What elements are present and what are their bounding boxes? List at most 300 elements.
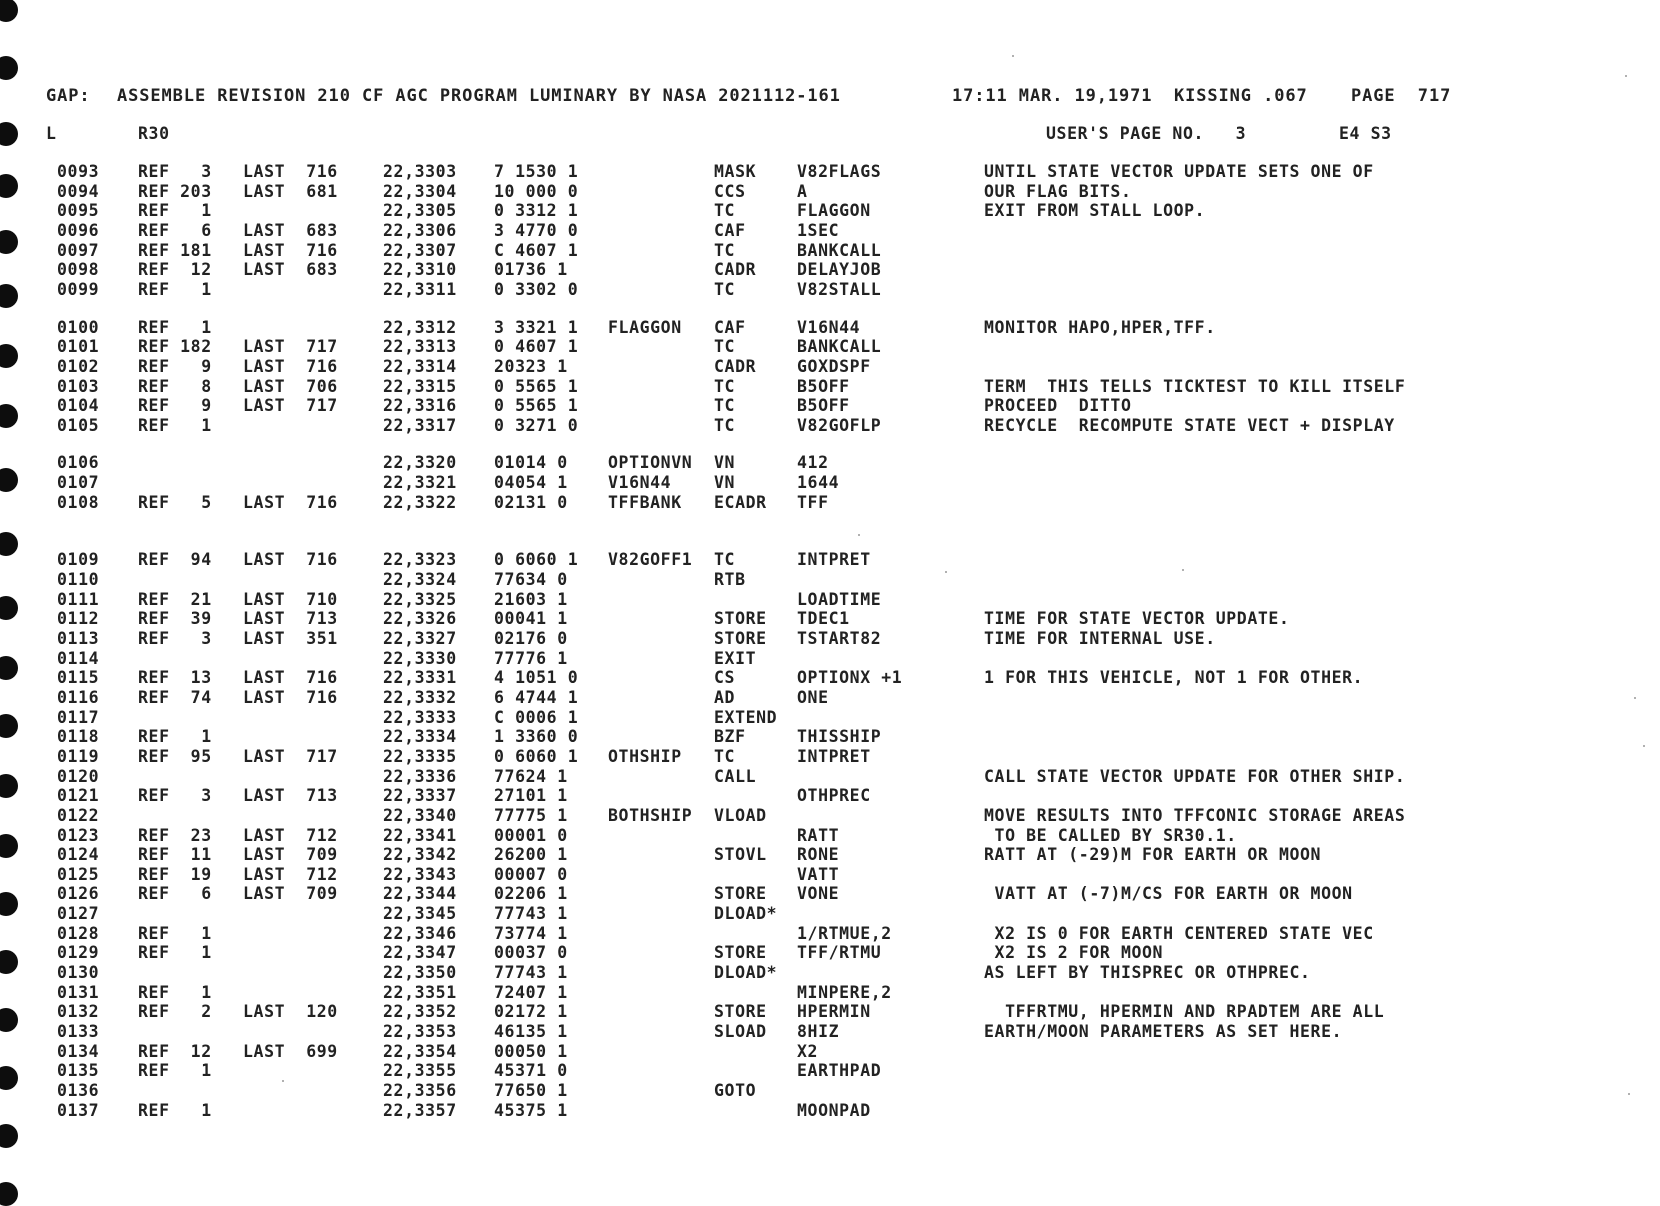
row-line: 0100: [57, 317, 100, 337]
row-word: 7 1530 1: [494, 162, 579, 181]
row-ref: REF 1: [138, 943, 212, 963]
row-ref: REF 1: [138, 923, 212, 943]
row-op: STOVL: [714, 845, 767, 865]
row-operand: BANKCALL: [797, 337, 882, 357]
row-line: 0093: [57, 162, 100, 181]
row-last: LAST 706: [243, 376, 338, 396]
row-word: 0 6060 1: [494, 746, 579, 766]
row-ref: REF 6: [138, 884, 212, 904]
row-word: 00007 0: [494, 864, 568, 884]
row-ref: REF 1: [138, 201, 212, 221]
row-label: V16N44: [608, 473, 672, 493]
row-word: 0 6060 1: [494, 550, 579, 570]
row-op: VLOAD: [714, 805, 767, 825]
row-addr: 22,3317: [383, 415, 457, 435]
row-last: LAST 716: [243, 687, 338, 707]
row-line: 0137: [57, 1100, 100, 1120]
row-word: 02172 1: [494, 1002, 568, 1022]
row-line: 0128: [57, 923, 100, 943]
row-addr: 22,3343: [383, 864, 457, 884]
row-comment: TERM THIS TELLS TICKTEST TO KILL ITSELF: [984, 376, 1406, 396]
row-operand: HPERMIN: [797, 1002, 871, 1022]
row-operand: A: [797, 181, 808, 201]
row-addr: 22,3311: [383, 279, 457, 299]
row-word: 02176 0: [494, 629, 568, 648]
punch-hole: [0, 0, 18, 22]
row-op: CALL: [714, 766, 757, 786]
row-word: 21603 1: [494, 589, 568, 609]
row-line: 0122: [57, 805, 100, 825]
row-addr: 22,3323: [383, 550, 457, 570]
row-op: EXIT: [714, 648, 757, 668]
row-ref: REF 1: [138, 982, 212, 1002]
punch-hole: [0, 230, 18, 254]
row-operand: BANKCALL: [797, 240, 882, 260]
row-word: 26200 1: [494, 845, 568, 865]
row-word: 01014 0: [494, 453, 568, 473]
row-operand: MOONPAD: [797, 1100, 871, 1120]
row-line: 0094: [57, 181, 100, 201]
row-op: STORE: [714, 1002, 767, 1022]
row-op: CADR: [714, 356, 757, 376]
punch-hole: [0, 834, 18, 858]
row-op: STORE: [714, 884, 767, 904]
row-word: 72407 1: [494, 982, 568, 1002]
row-line: 0114: [57, 648, 100, 668]
row-last: LAST 713: [243, 786, 338, 806]
row-operand: B5OFF: [797, 376, 850, 396]
row-op: STORE: [714, 609, 767, 629]
row-operand: INTPRET: [797, 746, 871, 766]
subheader-users-page: USER'S PAGE NO. 3: [1046, 124, 1247, 143]
row-line: 0115: [57, 668, 100, 688]
row-ref: REF 1: [138, 727, 212, 747]
row-op: ECADR: [714, 492, 767, 512]
row-ref: REF 1: [138, 1100, 212, 1120]
row-comment: MONITOR HAPO,HPER,TFF.: [984, 317, 1216, 337]
row-addr: 22,3324: [383, 570, 457, 590]
row-comment: TIME FOR INTERNAL USE.: [984, 629, 1216, 648]
row-operand: B5OFF: [797, 396, 850, 416]
row-op: TC: [714, 550, 736, 570]
row-ref: REF 9: [138, 396, 212, 416]
row-op: DLOAD*: [714, 963, 778, 983]
row-ref: REF 39: [138, 609, 212, 629]
row-word: 0 5565 1: [494, 396, 579, 416]
row-line: 0120: [57, 766, 100, 786]
row-addr: 22,3332: [383, 687, 457, 707]
row-operand: VONE: [797, 884, 840, 904]
row-last: LAST 716: [243, 492, 338, 512]
row-last: LAST 717: [243, 746, 338, 766]
row-line: 0136: [57, 1080, 100, 1100]
row-line: 0121: [57, 786, 100, 806]
row-ref: REF 13: [138, 668, 212, 688]
row-ref: REF 74: [138, 687, 212, 707]
row-last: LAST 713: [243, 609, 338, 629]
row-word: 02131 0: [494, 492, 568, 512]
row-comment: X2 IS 0 FOR EARTH CENTERED STATE VEC: [984, 923, 1374, 943]
row-word: 0 4607 1: [494, 337, 579, 357]
row-ref: REF 95: [138, 746, 212, 766]
row-operand: 1SEC: [797, 220, 840, 240]
row-op: TC: [714, 746, 736, 766]
row-line: 0105: [57, 415, 100, 435]
row-addr: 22,3305: [383, 201, 457, 221]
row-word: 0 5565 1: [494, 376, 579, 396]
row-word: 0 3302 0: [494, 279, 579, 299]
row-label: V82GOFF1: [608, 550, 693, 570]
row-op: CCS: [714, 181, 746, 201]
row-ref: REF 12: [138, 1041, 212, 1061]
row-last: LAST 717: [243, 396, 338, 416]
punch-hole: [0, 532, 18, 556]
row-addr: 22,3345: [383, 904, 457, 924]
row-ref: REF 8: [138, 376, 212, 396]
row-addr: 22,3330: [383, 648, 457, 668]
row-word: 1 3360 0: [494, 727, 579, 747]
row-addr: 22,3320: [383, 453, 457, 473]
row-operand: 412: [797, 453, 829, 473]
row-ref: REF 23: [138, 825, 212, 845]
row-operand: EARTHPAD: [797, 1061, 882, 1081]
punch-hole: [0, 1066, 18, 1090]
row-line: 0110: [57, 570, 100, 590]
row-addr: 22,3316: [383, 396, 457, 416]
row-line: 0102: [57, 356, 100, 376]
row-word: 01736 1: [494, 260, 568, 280]
row-label: TFFBANK: [608, 492, 682, 512]
row-op: CADR: [714, 260, 757, 280]
row-op: GOTO: [714, 1080, 757, 1100]
row-word: 6 4744 1: [494, 687, 579, 707]
row-line: 0113: [57, 629, 100, 648]
punch-hole: [0, 344, 18, 368]
row-op: VN: [714, 473, 736, 493]
row-comment: TO BE CALLED BY SR30.1.: [984, 825, 1237, 845]
row-ref: REF 181: [138, 240, 212, 260]
row-operand: TFF/RTMU: [797, 943, 882, 963]
punch-hole: [0, 1182, 18, 1206]
row-word: 77624 1: [494, 766, 568, 786]
row-addr: 22,3310: [383, 260, 457, 280]
row-line: 0101: [57, 337, 100, 357]
row-operand: LOADTIME: [797, 589, 882, 609]
row-addr: 22,3313: [383, 337, 457, 357]
row-label: FLAGGON: [608, 317, 682, 337]
row-addr: 22,3335: [383, 746, 457, 766]
row-line: 0123: [57, 825, 100, 845]
row-addr: 22,3354: [383, 1041, 457, 1061]
header-datetime: 17:11 MAR. 19,1971: [952, 86, 1153, 106]
row-line: 0135: [57, 1061, 100, 1081]
row-comment: PROCEED DITTO: [984, 396, 1132, 416]
row-op: TC: [714, 376, 736, 396]
row-line: 0095: [57, 201, 100, 221]
row-addr: 22,3350: [383, 963, 457, 983]
row-word: 02206 1: [494, 884, 568, 904]
row-op: RTB: [714, 570, 746, 590]
row-word: 04054 1: [494, 473, 568, 493]
row-ref: REF 94: [138, 550, 212, 570]
row-last: LAST 709: [243, 884, 338, 904]
row-operand: VATT: [797, 864, 840, 884]
punch-hole: [0, 656, 18, 680]
row-line: 0103: [57, 376, 100, 396]
row-line: 0127: [57, 904, 100, 924]
row-addr: 22,3312: [383, 317, 457, 337]
row-operand: TFF: [797, 492, 829, 512]
subheader-flag: L: [46, 124, 57, 143]
row-operand: 1/RTMUE,2: [797, 923, 892, 943]
row-op: VN: [714, 453, 736, 473]
row-addr: 22,3326: [383, 609, 457, 629]
row-addr: 22,3356: [383, 1080, 457, 1100]
row-operand: MINPERE,2: [797, 982, 892, 1002]
punch-hole: [0, 404, 18, 428]
row-operand: V82GOFLP: [797, 415, 882, 435]
punch-hole: [0, 596, 18, 620]
row-comment: CALL STATE VECTOR UPDATE FOR OTHER SHIP.: [984, 766, 1406, 786]
row-addr: 22,3334: [383, 727, 457, 747]
punch-hole: [0, 774, 18, 798]
row-last: LAST 716: [243, 356, 338, 376]
row-ref: REF 3: [138, 162, 212, 181]
row-word: 3 3321 1: [494, 317, 579, 337]
row-operand: INTPRET: [797, 550, 871, 570]
row-ref: REF 5: [138, 492, 212, 512]
row-operand: V82STALL: [797, 279, 882, 299]
row-addr: 22,3355: [383, 1061, 457, 1081]
row-addr: 22,3352: [383, 1002, 457, 1022]
row-word: 46135 1: [494, 1022, 568, 1041]
row-line: 0099: [57, 279, 100, 299]
row-word: 45371 0: [494, 1061, 568, 1081]
row-comment: VATT AT (-7)M/CS FOR EARTH OR MOON: [984, 884, 1353, 904]
row-comment: RATT AT (-29)M FOR EARTH OR MOON: [984, 845, 1322, 865]
row-comment: MOVE RESULTS INTO TFFCONIC STORAGE AREAS: [984, 805, 1406, 825]
row-addr: 22,3322: [383, 492, 457, 512]
row-line: 0126: [57, 884, 100, 904]
row-last: LAST 683: [243, 260, 338, 280]
row-operand: TDEC1: [797, 609, 850, 629]
row-operand: RATT: [797, 825, 840, 845]
row-line: 0116: [57, 687, 100, 707]
row-comment: 1 FOR THIS VEHICLE, NOT 1 FOR OTHER.: [984, 668, 1364, 688]
row-line: 0118: [57, 727, 100, 747]
row-word: C 0006 1: [494, 707, 579, 727]
row-line: 0117: [57, 707, 100, 727]
row-line: 0109: [57, 550, 100, 570]
row-word: 77776 1: [494, 648, 568, 668]
punch-hole: [0, 56, 18, 80]
row-op: TC: [714, 396, 736, 416]
row-word: 4 1051 0: [494, 668, 579, 688]
row-addr: 22,3340: [383, 805, 457, 825]
row-line: 0125: [57, 864, 100, 884]
punch-hole: [0, 892, 18, 916]
row-operand: RONE: [797, 845, 840, 865]
punch-hole: [0, 1008, 18, 1032]
row-last: LAST 716: [243, 162, 338, 181]
row-op: TC: [714, 240, 736, 260]
row-ref: REF 3: [138, 786, 212, 806]
row-word: 77650 1: [494, 1080, 568, 1100]
row-operand: 8HIZ: [797, 1022, 840, 1041]
row-comment: EXIT FROM STALL LOOP.: [984, 201, 1206, 221]
row-word: 00041 1: [494, 609, 568, 629]
row-word: 00050 1: [494, 1041, 568, 1061]
punch-hole: [0, 468, 18, 492]
row-label: OTHSHIP: [608, 746, 682, 766]
row-last: LAST 712: [243, 864, 338, 884]
row-ref: REF 3: [138, 629, 212, 648]
row-word: 77634 0: [494, 570, 568, 590]
row-ref: REF 2: [138, 1002, 212, 1022]
header-title: ASSEMBLE REVISION 210 CF AGC PROGRAM LUMINARY BY NASA 2021112-161: [117, 86, 841, 106]
punch-hole: [0, 174, 18, 198]
row-word: 3 4770 0: [494, 220, 579, 240]
row-line: 0097: [57, 240, 100, 260]
row-op: EXTEND: [714, 707, 778, 727]
row-line: 0132: [57, 1002, 100, 1022]
row-line: 0107: [57, 473, 100, 493]
row-comment: TFFRTMU, HPERMIN AND RPADTEM ARE ALL: [984, 1002, 1385, 1022]
row-ref: REF 203: [138, 181, 212, 201]
row-ref: REF 11: [138, 845, 212, 865]
row-addr: 22,3347: [383, 943, 457, 963]
row-ref: REF 1: [138, 1061, 212, 1081]
header-page: PAGE 717: [1351, 86, 1452, 106]
row-addr: 22,3307: [383, 240, 457, 260]
row-last: LAST 716: [243, 668, 338, 688]
row-ref: REF 1: [138, 317, 212, 337]
header-gap: GAP:: [46, 86, 91, 106]
row-op: CAF: [714, 220, 746, 240]
row-line: 0134: [57, 1041, 100, 1061]
row-line: 0130: [57, 963, 100, 983]
row-last: LAST 712: [243, 825, 338, 845]
row-line: 0111: [57, 589, 100, 609]
row-operand: 1644: [797, 473, 840, 493]
row-word: 0 3271 0: [494, 415, 579, 435]
row-last: LAST 120: [243, 1002, 338, 1022]
row-last: LAST 716: [243, 550, 338, 570]
row-operand: FLAGGON: [797, 201, 871, 221]
row-word: 10 000 0: [494, 181, 579, 201]
row-addr: 22,3346: [383, 923, 457, 943]
row-comment: X2 IS 2 FOR MOON: [984, 943, 1164, 963]
row-last: LAST 710: [243, 589, 338, 609]
row-addr: 22,3333: [383, 707, 457, 727]
row-last: LAST 351: [243, 629, 338, 648]
row-word: 0 3312 1: [494, 201, 579, 221]
row-op: CAF: [714, 317, 746, 337]
row-operand: THISSHIP: [797, 727, 882, 747]
row-addr: 22,3304: [383, 181, 457, 201]
row-word: 73774 1: [494, 923, 568, 943]
row-addr: 22,3357: [383, 1100, 457, 1120]
row-line: 0108: [57, 492, 100, 512]
row-op: TC: [714, 279, 736, 299]
row-addr: 22,3303: [383, 162, 457, 181]
row-line: 0098: [57, 260, 100, 280]
row-comment: AS LEFT BY THISPREC OR OTHPREC.: [984, 963, 1311, 983]
subheader-routine: R30: [138, 124, 170, 143]
row-comment: OUR FLAG BITS.: [984, 181, 1132, 201]
punch-hole: [0, 1124, 18, 1148]
row-addr: 22,3314: [383, 356, 457, 376]
row-word: C 4607 1: [494, 240, 579, 260]
row-word: 45375 1: [494, 1100, 568, 1120]
row-ref: REF 9: [138, 356, 212, 376]
row-addr: 22,3351: [383, 982, 457, 1002]
row-op: TC: [714, 337, 736, 357]
row-ref: REF 6: [138, 220, 212, 240]
row-op: CS: [714, 668, 736, 688]
row-operand: OTHPREC: [797, 786, 871, 806]
row-word: 00037 0: [494, 943, 568, 963]
row-addr: 22,3353: [383, 1022, 457, 1041]
row-addr: 22,3337: [383, 786, 457, 806]
row-addr: 22,3325: [383, 589, 457, 609]
punch-hole: [0, 284, 18, 308]
row-addr: 22,3341: [383, 825, 457, 845]
row-op: TC: [714, 415, 736, 435]
row-ref: REF 1: [138, 279, 212, 299]
row-addr: 22,3331: [383, 668, 457, 688]
row-last: LAST 681: [243, 181, 338, 201]
row-line: 0131: [57, 982, 100, 1002]
row-addr: 22,3344: [383, 884, 457, 904]
row-op: TC: [714, 201, 736, 221]
row-operand: X2: [797, 1041, 819, 1061]
row-operand: V82FLAGS: [797, 162, 882, 181]
row-op: BZF: [714, 727, 746, 747]
row-word: 20323 1: [494, 356, 568, 376]
punch-hole: [0, 950, 18, 974]
row-comment: EARTH/MOON PARAMETERS AS SET HERE.: [984, 1022, 1343, 1041]
row-word: 77743 1: [494, 963, 568, 983]
row-operand: GOXDSPF: [797, 356, 871, 376]
row-label: OPTIONVN: [608, 453, 693, 473]
row-addr: 22,3342: [383, 845, 457, 865]
row-addr: 22,3306: [383, 220, 457, 240]
row-addr: 22,3315: [383, 376, 457, 396]
row-ref: REF 19: [138, 864, 212, 884]
row-ref: REF 182: [138, 337, 212, 357]
row-line: 0129: [57, 943, 100, 963]
row-last: LAST 717: [243, 337, 338, 357]
row-op: STORE: [714, 943, 767, 963]
row-operand: TSTART82: [797, 629, 882, 648]
row-ref: REF 21: [138, 589, 212, 609]
subheader-tape: E4 S3: [1339, 124, 1392, 143]
row-operand: OPTIONX +1: [797, 668, 903, 688]
row-op: MASK: [714, 162, 757, 181]
row-addr: 22,3321: [383, 473, 457, 493]
row-line: 0133: [57, 1022, 100, 1041]
row-word: 77743 1: [494, 904, 568, 924]
row-addr: 22,3336: [383, 766, 457, 786]
row-addr: 22,3327: [383, 629, 457, 648]
punch-hole: [0, 122, 18, 146]
row-label: BOTHSHIP: [608, 805, 693, 825]
row-op: DLOAD*: [714, 904, 778, 924]
row-line: 0112: [57, 609, 100, 629]
row-operand: V16N44: [797, 317, 861, 337]
row-op: SLOAD: [714, 1022, 767, 1041]
